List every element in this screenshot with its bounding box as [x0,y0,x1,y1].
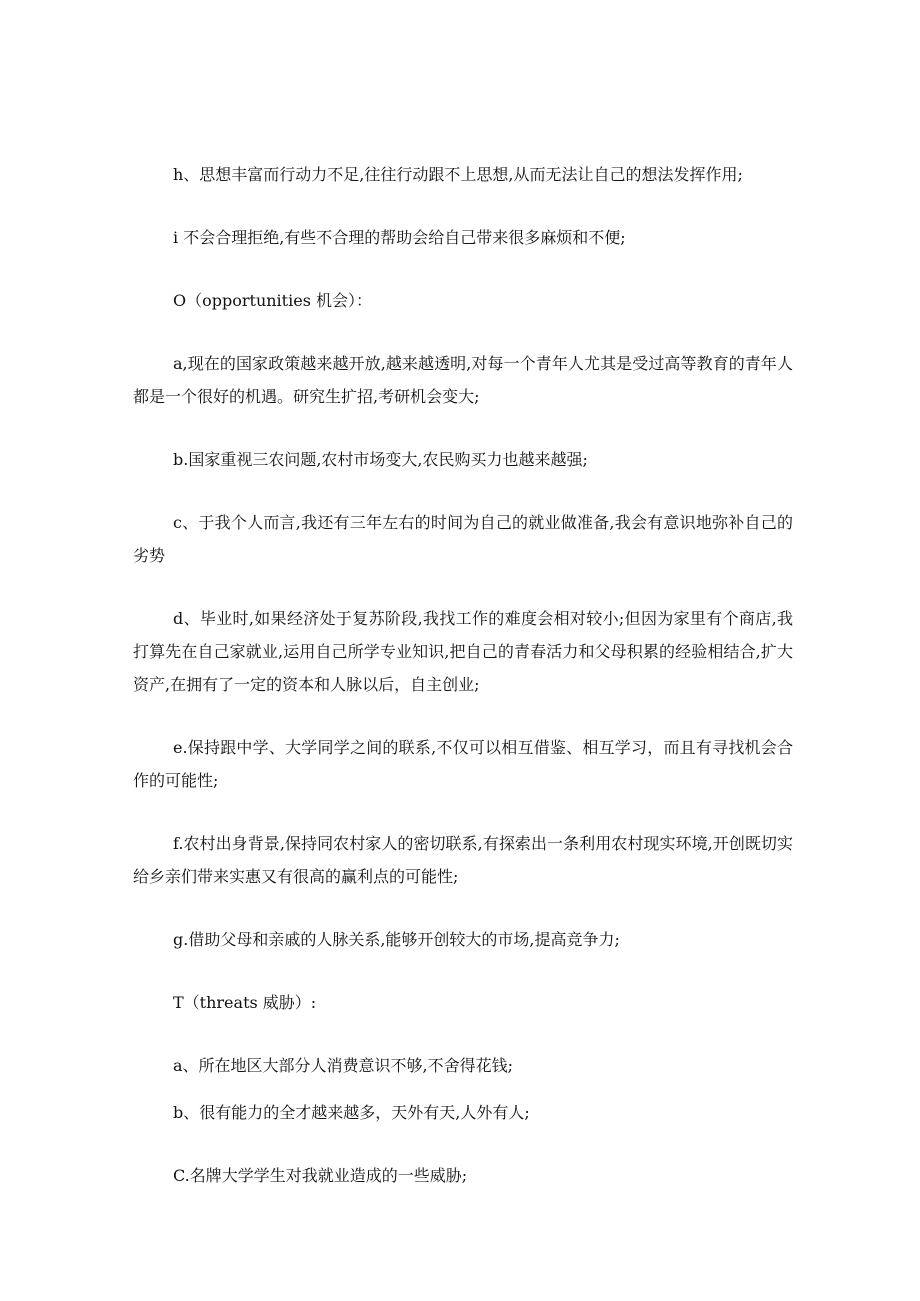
paragraph-opportunity-c: c、于我个人而言,我还有三年左右的时间为自己的就业做准备,我会有意识地弥补自己的劣势 [133,513,793,565]
paragraph-opportunity-g: g.借助父母和亲戚的人脉关系,能够开创较大的市场,提高竞争力; [173,930,620,949]
heading-threats: T（threats 威胁）: [173,993,317,1012]
paragraph-weakness-h: h、思想丰富而行动力不足,往往行动跟不上思想,从而无法让自己的想法发挥作用; [173,165,743,184]
paragraph-threat-a: a、所在地区大部分人消费意识不够,不舍得花钱; [173,1056,514,1075]
paragraph-opportunity-b: b.国家重视三农问题,农村市场变大,农民购买力也越来越强; [173,450,588,469]
paragraph-opportunity-a: a,现在的国家政策越来越开放,越来越透明,对每一个青年人尤其是受过高等教育的青年人都是一个很好的机遇。研究生扩招,考研机会变大; [133,354,793,406]
paragraph-weakness-i: i 不会合理拒绝,有些不合理的帮助会给自己带来很多麻烦和不便; [173,228,626,247]
document-body [133,158,793,1222]
paragraph-opportunity-e: e.保持跟中学、大学同学之间的联系,不仅可以相互借鉴、相互学习，而且有寻找机会合作的可能性; [133,738,793,790]
paragraph-opportunity-d: d、毕业时,如果经济处于复苏阶段,我找工作的难度会相对较小;但因为家里有个商店,我打算先在自己家就业,运用自己所学专业知识,把自己的青春活力和父母积累的经验相结合,扩大资产,在拥有了一定的资本和人脉以后，自主创业; [133,609,793,694]
paragraph-threat-c: C.名牌大学学生对我就业造成的一些威胁; [173,1166,468,1185]
heading-opportunities: O（opportunities 机会）： [173,291,372,310]
paragraph-threat-b: b、很有能力的全才越来越多，天外有天,人外有人; [173,1103,530,1122]
paragraph-opportunity-f: f.农村出身背景,保持同农村家人的密切联系,有探索出一条利用农村现实环境,开创既切实给乡亲们带来实惠又有很高的赢利点的可能性; [133,834,793,886]
